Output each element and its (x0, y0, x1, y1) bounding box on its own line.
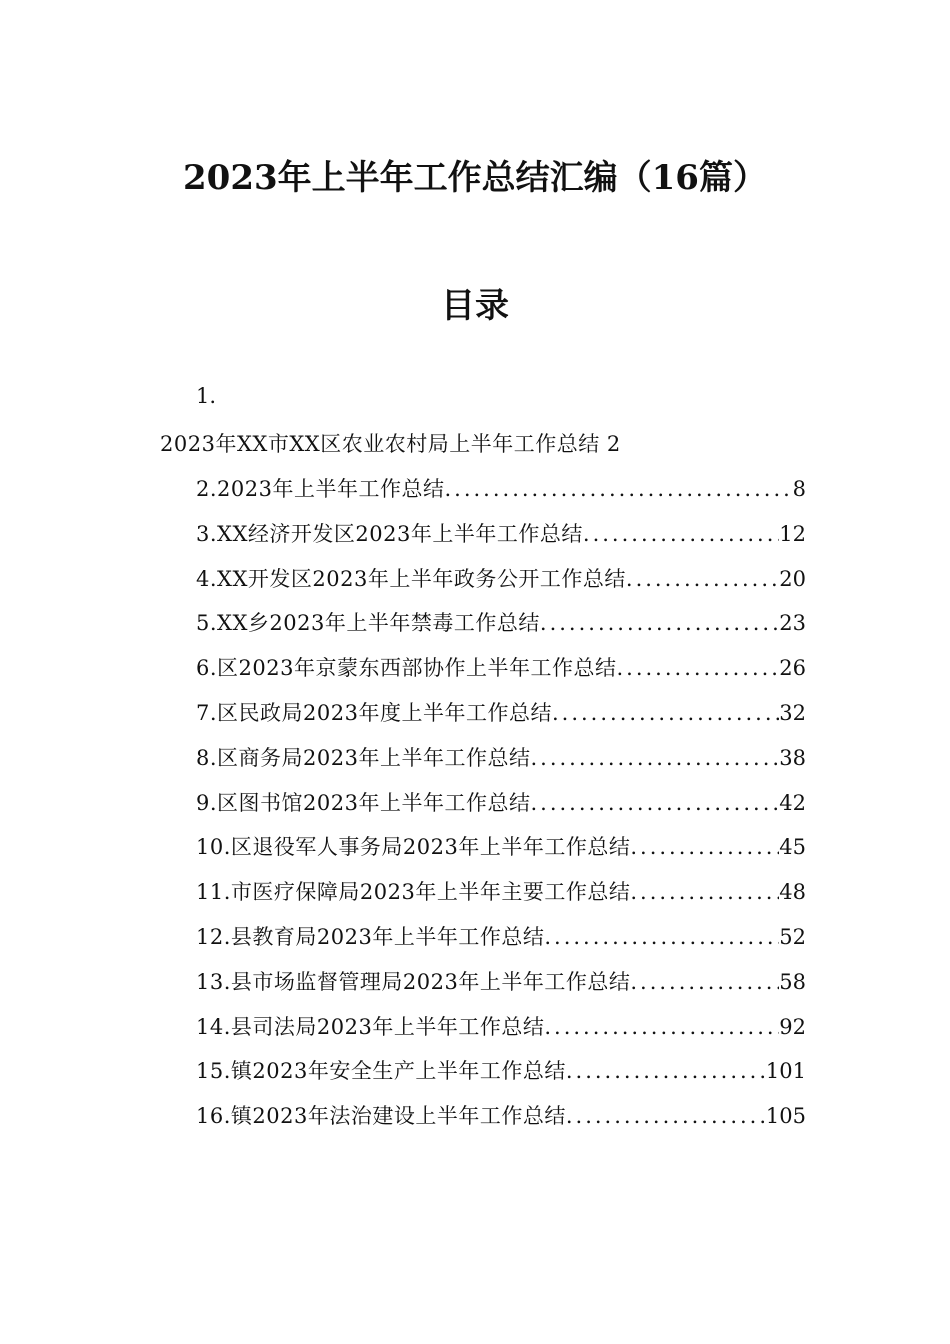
toc-dot-leader (616, 656, 779, 680)
toc-entry-label: 14.县司法局2023年上半年工作总结 (196, 1014, 545, 1039)
toc-dot-leader (630, 880, 779, 904)
toc-entry[interactable] (196, 921, 806, 966)
toc-dot-leader (566, 1104, 766, 1128)
toc-page-number: 32 (779, 700, 806, 725)
toc-entry[interactable] (196, 787, 806, 832)
toc-dot-leader (540, 611, 779, 635)
toc-entry[interactable] (196, 1055, 806, 1100)
toc-page-number: 52 (779, 924, 806, 949)
toc-entry[interactable] (196, 1100, 806, 1145)
toc-entry-label: 10.区退役军人事务局2023年上半年工作总结 (196, 835, 631, 860)
toc-page-number: 38 (779, 745, 806, 770)
toc-entry[interactable] (196, 652, 806, 697)
toc-entry-label: 16.镇2023年法治建设上半年工作总结 (196, 1104, 566, 1129)
toc-heading: 目录 (441, 286, 509, 326)
toc-page-number: 45 (779, 835, 806, 860)
toc-dot-leader (566, 1059, 766, 1083)
toc-entry[interactable] (196, 518, 806, 563)
toc-page-number: 8 (792, 477, 806, 501)
toc-entry[interactable] (196, 473, 806, 518)
toc-entry-label: 9.区图书馆2023年上半年工作总结 (196, 790, 531, 815)
toc-page-number: 23 (779, 611, 806, 636)
toc-dot-leader (530, 791, 779, 815)
toc-dot-leader (583, 522, 779, 546)
toc-entry-label: 13.县市场监督管理局2023年上半年工作总结 (196, 969, 631, 994)
toc-dot-leader (530, 746, 779, 770)
toc-entry-label: 7.区民政局2023年度上半年工作总结 (196, 700, 552, 725)
toc-page-number: 58 (779, 969, 806, 994)
table-of-contents (196, 473, 806, 1145)
toc-entry[interactable] (196, 742, 806, 787)
toc-entry-label: 11.市医疗保障局2023年上半年主要工作总结 (196, 880, 631, 905)
toc-dot-leader (552, 701, 779, 725)
toc-dot-leader (630, 970, 779, 994)
toc-dot-leader (544, 925, 779, 949)
toc-entry[interactable] (196, 607, 806, 652)
toc-dot-leader (630, 835, 779, 859)
toc-dot-leader (626, 567, 779, 591)
toc-entry[interactable] (196, 831, 806, 876)
toc-entry-label: 15.镇2023年安全生产上半年工作总结 (196, 1059, 566, 1084)
toc-entry-1-text[interactable]: 2023年XX市XX区农业农村局上半年工作总结 2 (160, 432, 621, 456)
toc-dot-leader (444, 477, 792, 501)
toc-page-number: 105 (765, 1104, 806, 1129)
toc-entry-1-number[interactable]: 1. (196, 384, 217, 408)
toc-page-number: 101 (765, 1059, 806, 1084)
toc-page-number: 12 (779, 521, 806, 546)
toc-entry-label: 2.2023年上半年工作总结 (196, 477, 445, 501)
toc-page-number: 48 (779, 880, 806, 905)
toc-page-number: 26 (779, 656, 806, 681)
toc-dot-leader (544, 1015, 779, 1039)
toc-entry[interactable] (196, 563, 806, 608)
toc-entry[interactable] (196, 876, 806, 921)
toc-entry-label: 12.县教育局2023年上半年工作总结 (196, 924, 545, 949)
toc-page-number: 92 (779, 1014, 806, 1039)
toc-page-number: 42 (779, 790, 806, 815)
toc-entry-label: 6.区2023年京蒙东西部协作上半年工作总结 (196, 656, 617, 681)
toc-entry[interactable] (196, 966, 806, 1011)
toc-entry-label: 5.XX乡2023年上半年禁毒工作总结 (196, 611, 540, 636)
toc-entry-label: 8.区商务局2023年上半年工作总结 (196, 745, 531, 770)
toc-entry[interactable] (196, 1011, 806, 1056)
toc-page-number: 20 (779, 566, 806, 591)
document-title: 2023年上半年工作总结汇编（16篇） (183, 158, 767, 198)
toc-entry[interactable] (196, 697, 806, 742)
toc-entry-label: 3.XX经济开发区2023年上半年工作总结 (196, 521, 583, 546)
toc-entry-label: 4.XX开发区2023年上半年政务公开工作总结 (196, 566, 626, 591)
